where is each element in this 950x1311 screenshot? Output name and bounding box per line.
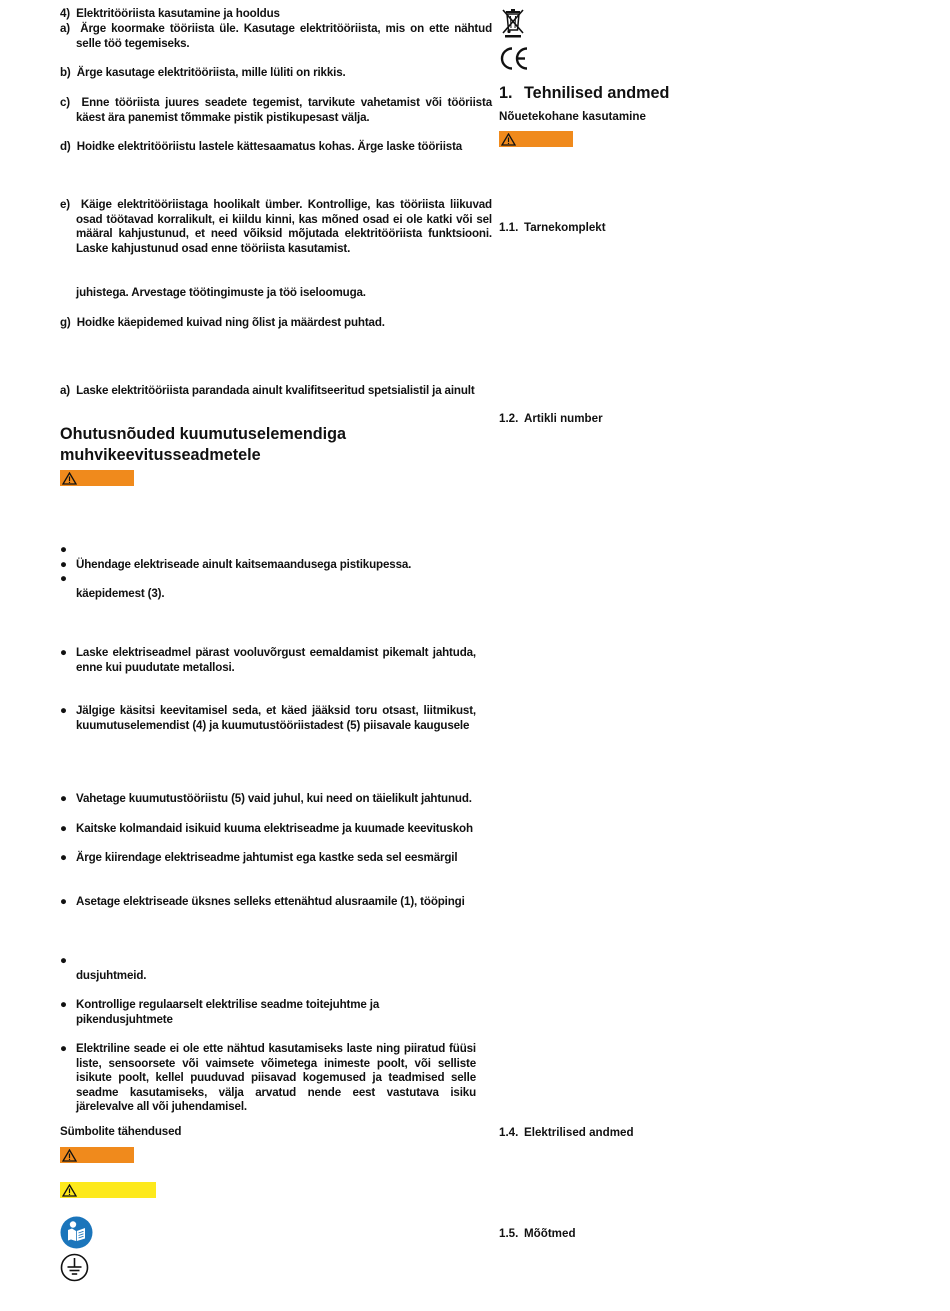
article-number-heading: 1.2. Artikli number bbox=[499, 412, 603, 425]
item-e-maintain: e) Käige elektritööriistaga hoolikalt ümber. Kontrollige, kas tööriista liikuvad osad töötavad korralikult, ei kiildu kinni, kas mõned osad ei ole katki või sel määral kahjustunud, et need võiksid mõjutada elektritööriista funktsiooni. Laske kahjustunud osad enne tööriista kasutamist. bbox=[60, 198, 492, 255]
item-a-repair: a) Laske elektritööriista parandada ainult kvalifitseeritud spetsialistil ja ainult bbox=[60, 384, 475, 397]
protective-earth-icon bbox=[60, 1253, 89, 1282]
safety-bullet-6: ● Vahetage kuumutustööriistu (5) vaid juhul, kui need on täielikult jahtunud. bbox=[60, 792, 472, 805]
caution-symbol-bar bbox=[60, 1182, 156, 1198]
warning-triangle-icon bbox=[501, 133, 516, 146]
item-c-unplug: c) Enne tööriista juures seadete tegemist, tarvikute vahetamist või tööriista käest ära panemist tõmmake pistik pistikupesast välja. bbox=[60, 96, 492, 124]
warning-triangle-icon bbox=[62, 472, 77, 485]
intended-use-heading: Nõuetekohane kasutamine bbox=[499, 110, 646, 123]
item-a-overload: a) Ärge koormake tööriista üle. Kasutage elektritööriista, mis on ette nähtud selle töö tegemiseks. bbox=[60, 22, 492, 50]
electrical-data-heading: 1.4. Elektrilised andmed bbox=[499, 1126, 634, 1139]
warning-triangle-icon bbox=[62, 1149, 77, 1162]
safety-bullet-2: ● Ühendage elektriseade ainult kaitsemaandusega pistikupessa. bbox=[60, 558, 412, 571]
safety-bullet-8: ● Ärge kiirendage elektriseadme jahtumist ega kastke seda sel eesmärgil bbox=[60, 851, 458, 864]
safety-heading-line-1: Ohutusnõuded kuumutuselemendiga bbox=[60, 425, 346, 443]
warning-signal-bar bbox=[60, 470, 134, 486]
crossed-out-wheelie-bin-icon bbox=[500, 6, 526, 38]
dimensions-heading: 1.5. Mõõtmed bbox=[499, 1227, 576, 1240]
safety-bullet-3-continuation: käepidemest (3). bbox=[76, 587, 165, 600]
safety-bullet-10-continuation: dusjuhtmeid. bbox=[76, 969, 147, 982]
safety-bullet-9: ● Asetage elektriseade üksnes selleks ettenähtud alusraamile (1), tööpingi bbox=[60, 895, 465, 908]
safety-bullet-7: ● Kaitske kolmandaid isikuid kuuma elektriseadme ja kuumade keevituskoh bbox=[60, 822, 473, 835]
section-4-heading: 4) Elektritööriista kasutamine ja hooldus bbox=[60, 7, 280, 20]
item-g-handles: g) Hoidke käepidemed kuivad ning õlist ja määrdest puhtad. bbox=[60, 316, 385, 329]
warning-triangle-icon bbox=[62, 1184, 77, 1197]
technical-data-heading: 1. Tehnilised andmed bbox=[499, 84, 670, 102]
safety-bullet-5: ● Jälgige käsitsi keevitamisel seda, et käed jääksid toru otsast, liitmikust, kuumutuselemendist (4) ja kuumutustööriistadest (5) piisavale kaugusele bbox=[60, 704, 476, 732]
ce-mark-icon bbox=[499, 46, 529, 71]
safety-bullet-4: ● Laske elektriseadmel pärast vooluvõrgust eemaldamist pikemalt jahtuda, enne kui puudutate metallosi. bbox=[60, 646, 476, 674]
safety-bullet-11: ● Kontrollige regulaarselt elektrilise seadme toitejuhtme ja pikendusjuhtmete bbox=[60, 998, 380, 1026]
read-manual-icon bbox=[60, 1216, 93, 1249]
safety-heading-line-2: muhvikeevitusseadmetele bbox=[60, 446, 261, 464]
item-b-switch: b) Ärge kasutage elektritööriista, mille lüliti on rikkis. bbox=[60, 66, 346, 79]
symbols-heading: Sümbolite tähendused bbox=[60, 1125, 182, 1138]
safety-bullet-12: ● Elektriline seade ei ole ette nähtud kasutamiseks laste ning piiratud füüsi liste, sensoorsete või vaimsete võimetega inimeste poolt, või selliste isikute poolt, kellel puuduvad piisavad kogemused ja teadmised selle seadme kasutamiseks, välja arvatud nende eest vastutava isiku järelevalve all või juhendamisel. bbox=[60, 1042, 476, 1114]
item-f-continuation: juhistega. Arvestage töötingimuste ja töö iseloomuga. bbox=[76, 286, 366, 299]
delivery-scope-heading: 1.1. Tarnekomplekt bbox=[499, 221, 606, 234]
item-d-children: d) Hoidke elektritööriistu lastele kättesaamatus kohas. Ärge laske tööriista bbox=[60, 140, 463, 153]
intended-use-warning-bar bbox=[499, 131, 573, 147]
warning-symbol-bar bbox=[60, 1147, 134, 1163]
